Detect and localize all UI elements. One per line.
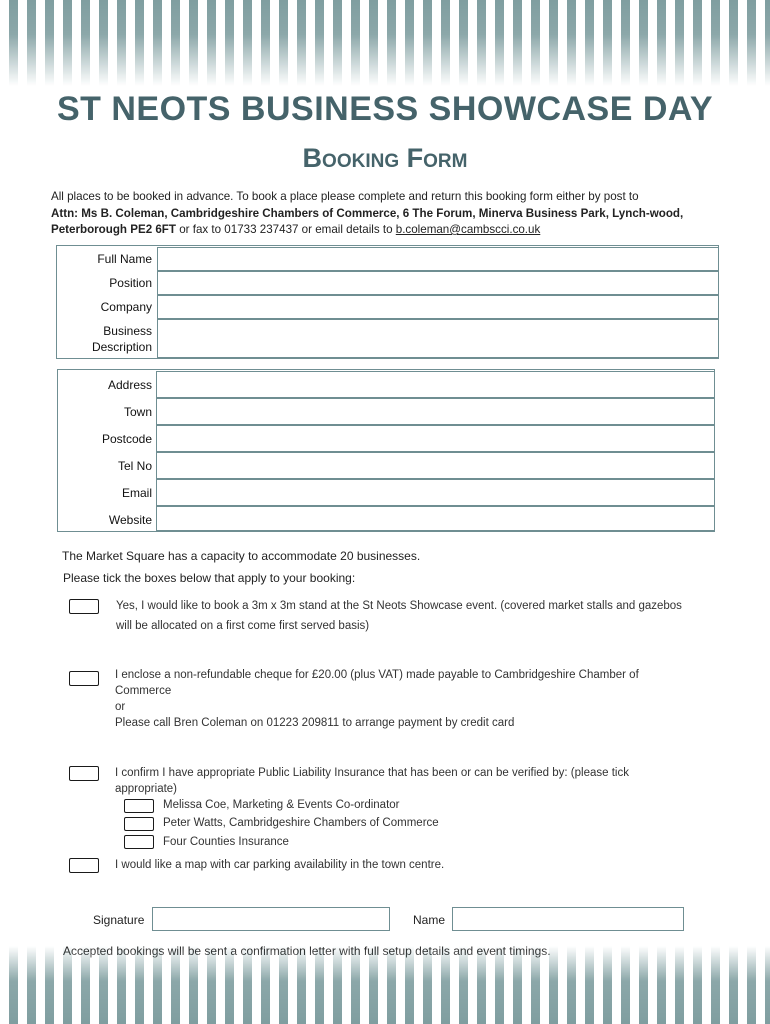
cheque-checkbox[interactable] <box>69 671 99 686</box>
stand-line-1: Yes, I would like to book a 3m x 3m stand at the St Neots Showcase event. (covered market stalls and gazebos <box>116 600 682 612</box>
postcode-field[interactable] <box>156 425 715 452</box>
position-label: Position <box>109 276 152 290</box>
town-label: Town <box>123 405 152 419</box>
address-details-box <box>57 369 715 532</box>
bottom-stripe-decoration <box>0 946 770 1024</box>
company-field[interactable] <box>157 295 719 319</box>
top-stripe-decoration <box>0 0 770 86</box>
address-field[interactable] <box>156 371 715 398</box>
page-subtitle: Booking Form <box>302 143 468 173</box>
website-label: Website <box>108 513 152 527</box>
email-field[interactable] <box>156 479 715 506</box>
fax-text: or fax to 01733 237437 or email details to <box>175 223 396 236</box>
verifier-3-text: Four Counties Insurance <box>163 836 289 848</box>
verifier-1-text: Melissa Coe, Marketing & Events Co-ordinator <box>163 799 400 811</box>
cheque-line-2: Commerce <box>115 685 172 697</box>
map-checkbox[interactable] <box>69 858 99 873</box>
tel-label: Tel No <box>117 459 152 473</box>
name-label: Name <box>413 913 446 927</box>
town-field[interactable] <box>156 398 715 425</box>
stand-option-text <box>116 598 756 634</box>
company-label: Company <box>100 300 152 314</box>
map-option-text: I would like a map with car parking availability in the town centre. <box>115 859 445 871</box>
tel-field[interactable] <box>156 452 715 479</box>
postcode-label: Postcode <box>101 432 152 446</box>
signature-field[interactable] <box>152 907 390 931</box>
contact-details-box <box>56 245 719 359</box>
signature-label: Signature <box>93 913 145 927</box>
verifier-1-checkbox[interactable] <box>124 799 154 813</box>
capacity-text: The Market Square has a capacity to accommodate 20 businesses. <box>62 549 421 563</box>
business-label: Business <box>103 324 152 338</box>
stand-line-2: will be allocated on a first come first served basis) <box>116 620 370 632</box>
intro-line: All places to be booked in advance. To book a place please complete and return this booking form either by post to <box>51 190 639 203</box>
full-name-field[interactable] <box>157 247 719 271</box>
insurance-line-2: appropriate) <box>115 783 178 795</box>
cheque-line-1: I enclose a non-refundable cheque for £20.00 (plus VAT) made payable to Cambridgeshire Chamber of <box>115 669 639 681</box>
stand-checkbox[interactable] <box>69 599 99 614</box>
description-label: Description <box>91 340 152 354</box>
verifier-2-text: Peter Watts, Cambridgeshire Chambers of Commerce <box>163 817 439 829</box>
insurance-checkbox[interactable] <box>69 766 99 781</box>
cheque-option-text <box>115 667 715 731</box>
insurance-option-text <box>115 765 715 797</box>
page-title: ST NEOTS BUSINESS SHOWCASE DAY <box>56 90 714 128</box>
name-field[interactable] <box>452 907 684 931</box>
postal-address: Attn: Ms B. Coleman, Cambridgeshire Chambers of Commerce, 6 The Forum, Minerva Business Park, Lynch-wood, Peterborough PE2 6FT <box>51 206 684 236</box>
business-description-field[interactable] <box>157 319 719 358</box>
verifier-3-checkbox[interactable] <box>124 835 154 849</box>
verifier-2-checkbox[interactable] <box>124 817 154 831</box>
website-field[interactable] <box>156 506 715 531</box>
intro-paragraph <box>51 189 731 239</box>
address-label: Address <box>107 378 152 392</box>
full-name-label: Full Name <box>97 252 152 266</box>
or-text: or <box>115 701 126 713</box>
tick-instruction: Please tick the boxes below that apply to your booking: <box>63 571 356 585</box>
insurance-line-1: I confirm I have appropriate Public Liability Insurance that has been or can be verified by: (please tick <box>115 767 629 779</box>
email-label: Email <box>121 486 152 500</box>
call-text: Please call Bren Coleman on 01223 209811 to arrange payment by credit card <box>115 717 515 729</box>
email-link[interactable]: b.coleman@cambscci.co.uk <box>395 223 541 236</box>
position-field[interactable] <box>157 271 719 295</box>
